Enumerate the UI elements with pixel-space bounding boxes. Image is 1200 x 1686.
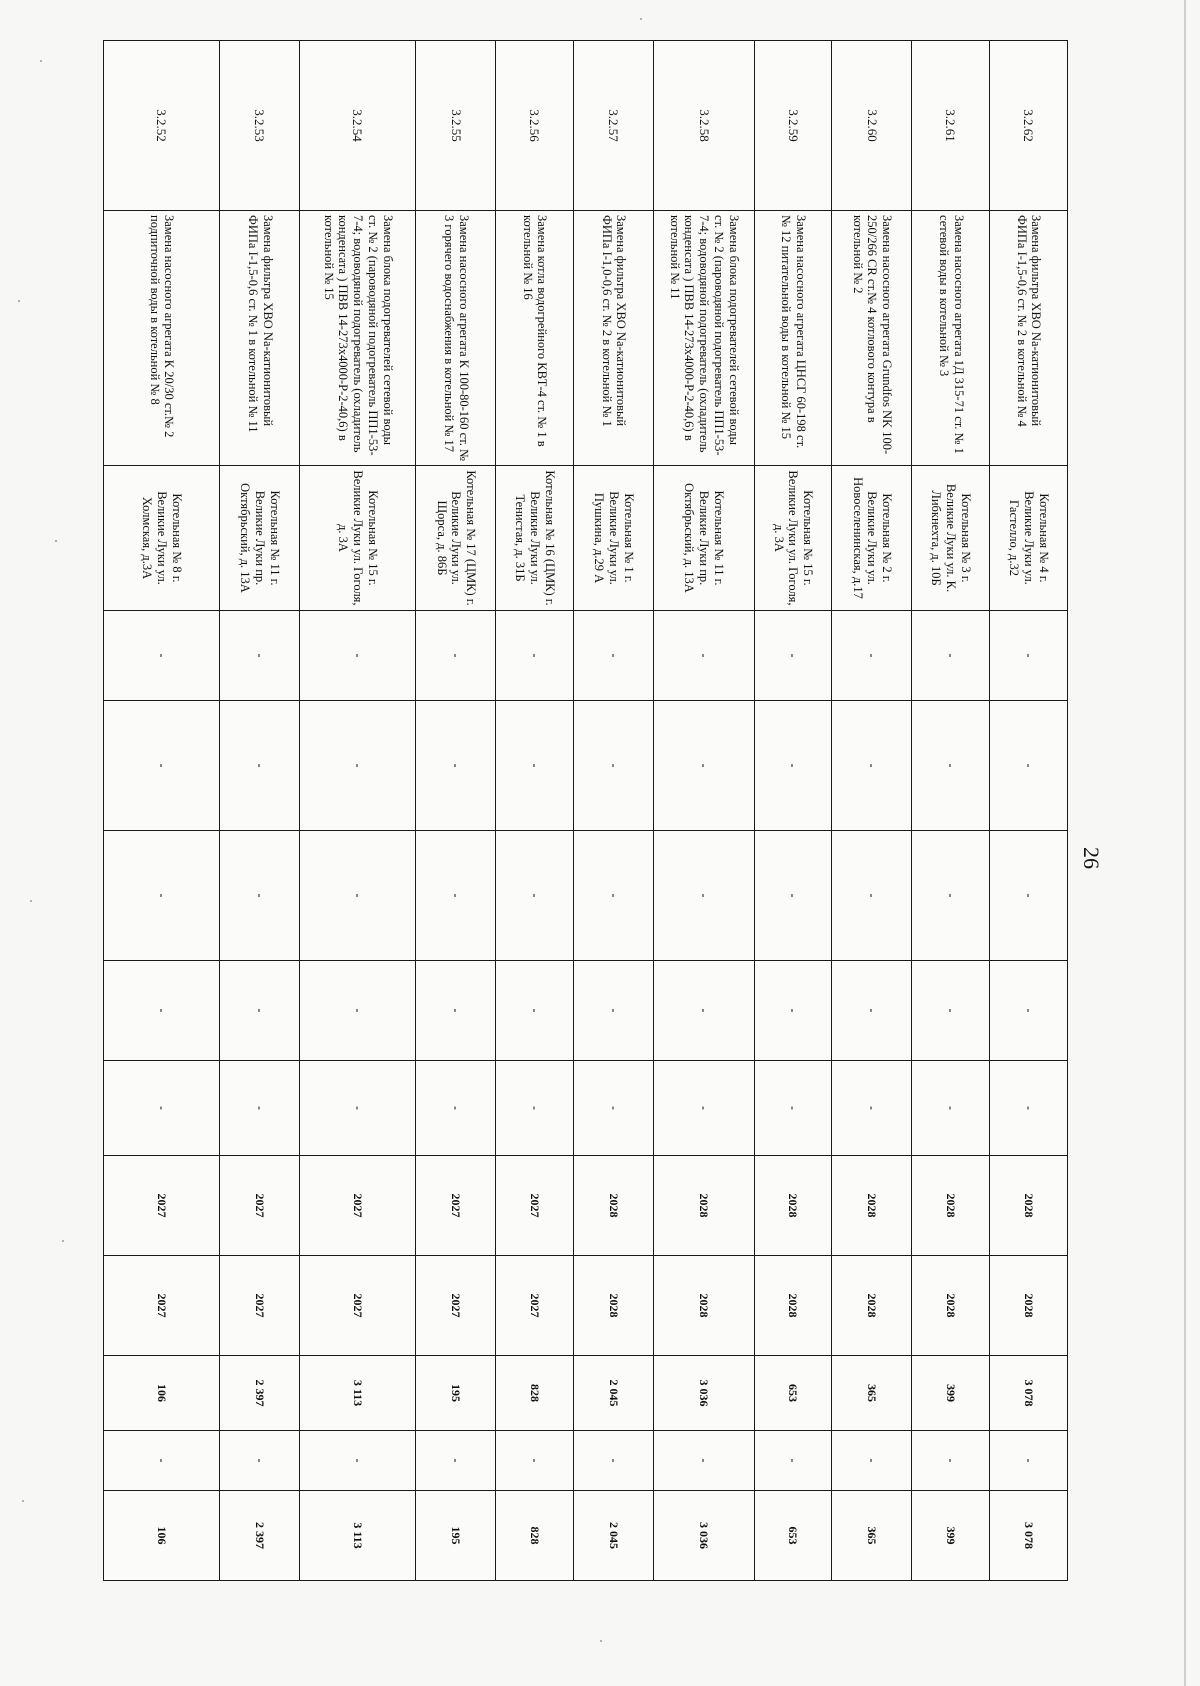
works-table <box>103 40 1068 1581</box>
value-1: - <box>574 611 654 701</box>
row-number: 3.2.57 <box>574 41 654 211</box>
year-end: 2028 <box>754 1256 832 1356</box>
cost-total: 399 <box>912 1491 990 1581</box>
value-4: - <box>832 961 912 1061</box>
work-description: Замена фильтра ХВО Na-катионитовый ФИПа I-1,5-0,6 ст. № 1 в котельной № 11 <box>220 211 300 466</box>
value-5: - <box>416 1061 496 1156</box>
cost-total: 653 <box>754 1491 832 1581</box>
year-start: 2027 <box>104 1156 220 1256</box>
value-3: - <box>832 831 912 961</box>
table-row <box>990 41 1068 1581</box>
row-number: 3.2.60 <box>832 41 912 211</box>
value-2: - <box>300 701 416 831</box>
cost-total: 106 <box>104 1491 220 1581</box>
cost-total: 3 113 <box>300 1491 416 1581</box>
cost-total: 365 <box>832 1491 912 1581</box>
year-end: 2028 <box>912 1256 990 1356</box>
value-4: - <box>574 961 654 1061</box>
table-row <box>300 41 416 1581</box>
value-2: - <box>654 701 755 831</box>
value-3: - <box>754 831 832 961</box>
value-3: - <box>104 831 220 961</box>
year-start: 2027 <box>220 1156 300 1256</box>
value-dash: - <box>496 1431 574 1491</box>
year-start: 2027 <box>300 1156 416 1256</box>
value-2: - <box>104 701 220 831</box>
work-description: Замена фильтра ХВО Na-катионитовый ФИПа I-1,0-0,6 ст. № 2 в котельной № 1 <box>574 211 654 466</box>
year-end: 2028 <box>990 1256 1068 1356</box>
year-start: 2027 <box>416 1156 496 1256</box>
value-5: - <box>654 1061 755 1156</box>
value-1: - <box>990 611 1068 701</box>
value-4: - <box>654 961 755 1061</box>
value-dash: - <box>754 1431 832 1491</box>
value-5: - <box>496 1061 574 1156</box>
value-5: - <box>912 1061 990 1156</box>
value-2: - <box>912 701 990 831</box>
value-3: - <box>300 831 416 961</box>
cost-total: 3 078 <box>990 1491 1068 1581</box>
year-end: 2027 <box>220 1256 300 1356</box>
value-4: - <box>990 961 1068 1061</box>
value-1: - <box>654 611 755 701</box>
row-number: 3.2.58 <box>654 41 755 211</box>
value-3: - <box>990 831 1068 961</box>
work-description: Замена блока подогревателей сетевой воды ст. № 2 (пароводяной подогреватель ПП1-53-7-4; водоводяной подогреватель (охладитель конденсата ) ПВВ 14-273х4000-Р-2-40,6) в котельной № 11 <box>654 211 755 466</box>
value-5: - <box>220 1061 300 1156</box>
value-1: - <box>832 611 912 701</box>
value-3: - <box>654 831 755 961</box>
value-3: - <box>574 831 654 961</box>
value-5: - <box>574 1061 654 1156</box>
cost-total: 3 036 <box>654 1491 755 1581</box>
cost: 3 078 <box>990 1356 1068 1431</box>
cost-total: 828 <box>496 1491 574 1581</box>
value-1: - <box>104 611 220 701</box>
value-2: - <box>574 701 654 831</box>
row-number: 3.2.59 <box>754 41 832 211</box>
value-dash: - <box>574 1431 654 1491</box>
value-4: - <box>300 961 416 1061</box>
cost: 3 036 <box>654 1356 755 1431</box>
work-description: Замена котла водогрейного КВТ-4 ст. № 1 в котельной № 16 <box>496 211 574 466</box>
value-5: - <box>832 1061 912 1156</box>
value-4: - <box>496 961 574 1061</box>
value-4: - <box>220 961 300 1061</box>
boiler-address: Котельная № 11 г. Великие Луки пр. Октябрьский, д. 13А <box>220 466 300 611</box>
cost: 365 <box>832 1356 912 1431</box>
year-start: 2028 <box>654 1156 755 1256</box>
cost: 2 045 <box>574 1356 654 1431</box>
cost: 2 397 <box>220 1356 300 1431</box>
value-3: - <box>496 831 574 961</box>
cost: 106 <box>104 1356 220 1431</box>
work-description: Замена насосного агрегата Grundfos NK 100-250/266 CR ст.№ 4 котлового контура в котельной № 2 <box>832 211 912 466</box>
scan-noise <box>62 1240 64 1242</box>
table-row <box>912 41 990 1581</box>
value-dash: - <box>220 1431 300 1491</box>
work-description: Замена фильтра ХВО Na-катионитовый ФИПа I-1,5-0,6 ст. № 2 в котельной № 4 <box>990 211 1068 466</box>
table-row <box>496 41 574 1581</box>
year-start: 2027 <box>496 1156 574 1256</box>
scan-noise <box>640 18 642 20</box>
value-2: - <box>832 701 912 831</box>
value-1: - <box>912 611 990 701</box>
value-2: - <box>416 701 496 831</box>
row-number: 3.2.53 <box>220 41 300 211</box>
year-start: 2028 <box>754 1156 832 1256</box>
value-4: - <box>416 961 496 1061</box>
value-dash: - <box>912 1431 990 1491</box>
value-4: - <box>754 961 832 1061</box>
table-row <box>574 41 654 1581</box>
cost-total: 2 397 <box>220 1491 300 1581</box>
value-2: - <box>220 701 300 831</box>
table-row <box>220 41 300 1581</box>
cost: 3 113 <box>300 1356 416 1431</box>
row-number: 3.2.55 <box>416 41 496 211</box>
boiler-address: Котельная № 3 г. Великие Луки ул. К. Либкнехта, д. 10Б <box>912 466 990 611</box>
page-edge <box>1184 0 1186 1686</box>
value-dash: - <box>104 1431 220 1491</box>
boiler-address: Котельная № 2 г. Великие Луки ул. Новоселенинская, д.17 <box>832 466 912 611</box>
cost: 195 <box>416 1356 496 1431</box>
year-start: 2028 <box>832 1156 912 1256</box>
cost: 653 <box>754 1356 832 1431</box>
table-row <box>416 41 496 1581</box>
value-1: - <box>754 611 832 701</box>
value-2: - <box>496 701 574 831</box>
boiler-address: Котельная № 17 (ЦМК) г. Великие Луки ул. Щорса, д. 86Б <box>416 466 496 611</box>
boiler-address: Котельная № 15 г. Великие Луки ул. Гоголя, д. 3А <box>754 466 832 611</box>
year-start: 2028 <box>574 1156 654 1256</box>
boiler-address: Котельная № 15 г. Великие Луки ул. Гоголя, д. 3А <box>300 466 416 611</box>
value-5: - <box>104 1061 220 1156</box>
value-4: - <box>104 961 220 1061</box>
value-dash: - <box>300 1431 416 1491</box>
scan-noise <box>30 900 32 902</box>
year-end: 2027 <box>104 1256 220 1356</box>
row-number: 3.2.56 <box>496 41 574 211</box>
table-row <box>754 41 832 1581</box>
work-description: Замена насосного агрегата К 100-80-160 ст. № 3 горячего водоснабжения в котельной № 17 <box>416 211 496 466</box>
table-row <box>832 41 912 1581</box>
value-dash: - <box>654 1431 755 1491</box>
value-dash: - <box>416 1431 496 1491</box>
cost-total: 195 <box>416 1491 496 1581</box>
year-end: 2027 <box>300 1256 416 1356</box>
year-end: 2028 <box>832 1256 912 1356</box>
boiler-address: Котельная № 11 г. Великие Луки пр. Октябрьский, д. 13А <box>654 466 755 611</box>
value-2: - <box>754 701 832 831</box>
work-description: Замена блока подогревателей сетевой воды ст. № 2 (пароводяной подогреватель ПП1-53-7-4; водоводяной подогреватель (охладитель конденсата ) ПВВ 14-273х4000-Р-2-40,6) в котельной № 15 <box>300 211 416 466</box>
value-1: - <box>416 611 496 701</box>
cost: 828 <box>496 1356 574 1431</box>
table-row <box>104 41 220 1581</box>
work-description: Замена насосного агрегата 1Д 315-71 ст. № 1 сетевой воды в котельной № 3 <box>912 211 990 466</box>
scan-noise <box>600 1640 602 1642</box>
value-3: - <box>416 831 496 961</box>
year-start: 2028 <box>912 1156 990 1256</box>
value-4: - <box>912 961 990 1061</box>
boiler-address: Котельная № 16 (ЦМК) г. Великие Луки ул. Тенистая, д. 31Б <box>496 466 574 611</box>
rotated-table-container <box>103 40 1068 1580</box>
boiler-address: Котельная № 1 г. Великие Луки ул. Пушкина, д.29 А <box>574 466 654 611</box>
value-dash: - <box>832 1431 912 1491</box>
year-end: 2028 <box>574 1256 654 1356</box>
value-5: - <box>300 1061 416 1156</box>
value-1: - <box>300 611 416 701</box>
value-2: - <box>990 701 1068 831</box>
table-row <box>654 41 755 1581</box>
row-number: 3.2.61 <box>912 41 990 211</box>
scan-noise <box>55 540 57 542</box>
page-number: 26 <box>1079 847 1104 869</box>
work-description: Замена насосного агрегата ЦНСГ 60-198 ст. № 12 питательной воды в котельной № 15 <box>754 211 832 466</box>
year-end: 2028 <box>654 1256 755 1356</box>
value-1: - <box>220 611 300 701</box>
year-end: 2027 <box>416 1256 496 1356</box>
year-start: 2028 <box>990 1156 1068 1256</box>
row-number: 3.2.54 <box>300 41 416 211</box>
row-number: 3.2.52 <box>104 41 220 211</box>
table-body <box>104 41 1068 1581</box>
value-dash: - <box>990 1431 1068 1491</box>
value-3: - <box>220 831 300 961</box>
row-number: 3.2.62 <box>990 41 1068 211</box>
boiler-address: Котельная № 8 г. Великие Луки ул. Холмская, д.3А <box>104 466 220 611</box>
boiler-address: Котельная № 4 г. Великие Луки ул. Гастелло, д.32 <box>990 466 1068 611</box>
scan-noise <box>22 1500 24 1502</box>
scan-noise <box>40 60 42 62</box>
cost-total: 2 045 <box>574 1491 654 1581</box>
cost: 399 <box>912 1356 990 1431</box>
value-5: - <box>754 1061 832 1156</box>
year-end: 2027 <box>496 1256 574 1356</box>
value-1: - <box>496 611 574 701</box>
value-3: - <box>912 831 990 961</box>
scan-noise <box>18 300 20 302</box>
work-description: Замена насосного агрегата К 20/30 ст.№ 2 подпиточной воды в котельной № 8 <box>104 211 220 466</box>
value-5: - <box>990 1061 1068 1156</box>
